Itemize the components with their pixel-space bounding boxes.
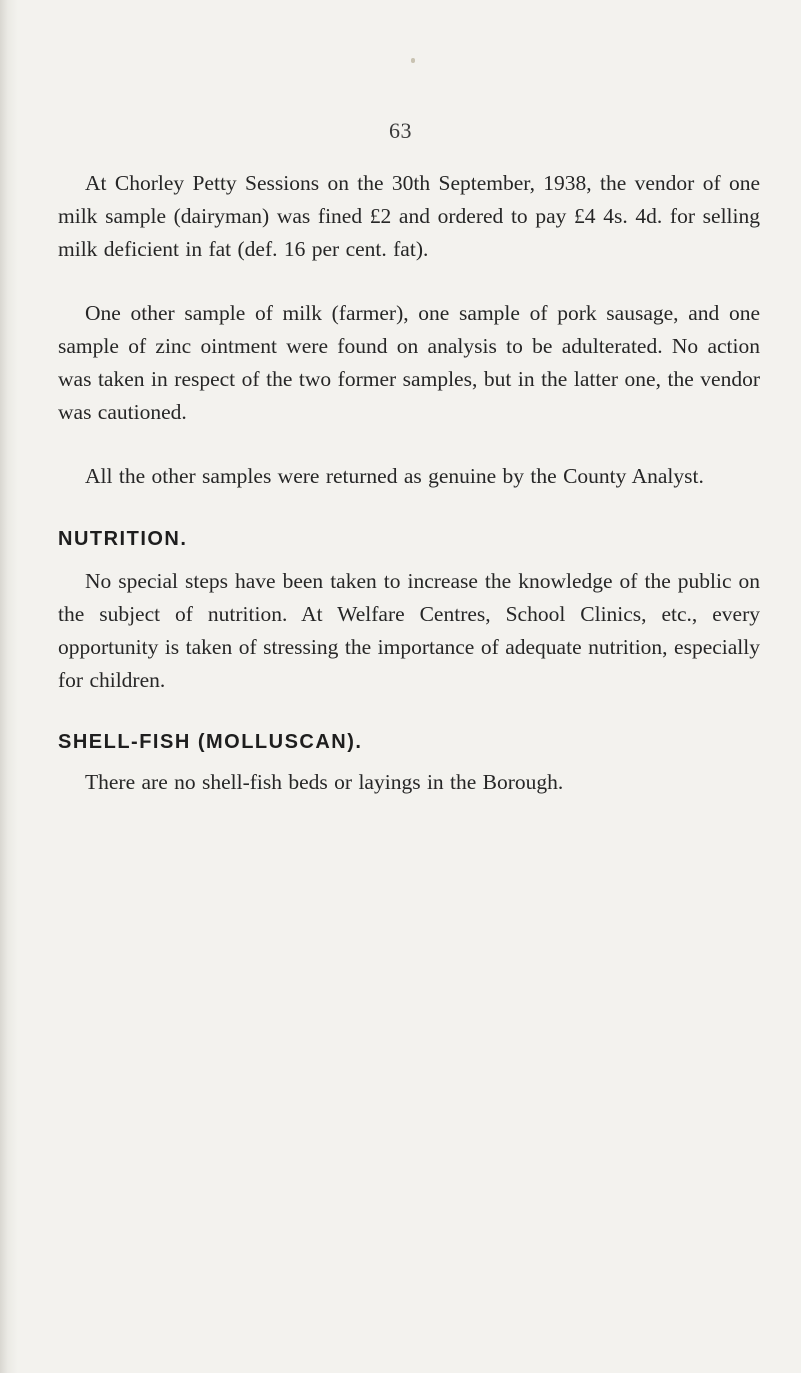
paragraph-shellfish: There are no shell-fish beds or layings in the Borough. <box>85 770 564 794</box>
heading-nutrition: NUTRITION. <box>58 528 188 550</box>
paragraph-genuine-samples: All the other samples were returned as genuine by the County Analyst. <box>85 464 704 488</box>
page-body <box>58 167 760 799</box>
paragraph-chorley-sessions: At Chorley Petty Sessions on the 30th September, 1938, the vendor of one milk sample (dairyman) was fined £2 and ordered to pay £4 4s. 4d. for selling milk deficient in fat (def. 16 per cent. fat). <box>58 171 760 261</box>
page-number: 63 <box>389 118 412 143</box>
paragraph-nutrition: No special steps have been taken to increase the knowledge of the public on the subject of nutrition. At Welfare Centres, School Clinics, etc., every opportunity is taken of stressing the importance of adequate nutrition, especially for children. <box>58 569 760 692</box>
heading-shellfish: SHELL-FISH (MOLLUSCAN). <box>58 731 363 753</box>
paragraph-adulterated-samples: One other sample of milk (farmer), one sample of pork sausage, and one sample of zinc ointment were found on analysis to be adulterated. No action was taken in respect of the two former samples, but in the latter one, the vendor was cautioned. <box>58 301 760 424</box>
page-edge-shadow <box>0 0 18 1373</box>
paper-speck <box>411 58 415 63</box>
